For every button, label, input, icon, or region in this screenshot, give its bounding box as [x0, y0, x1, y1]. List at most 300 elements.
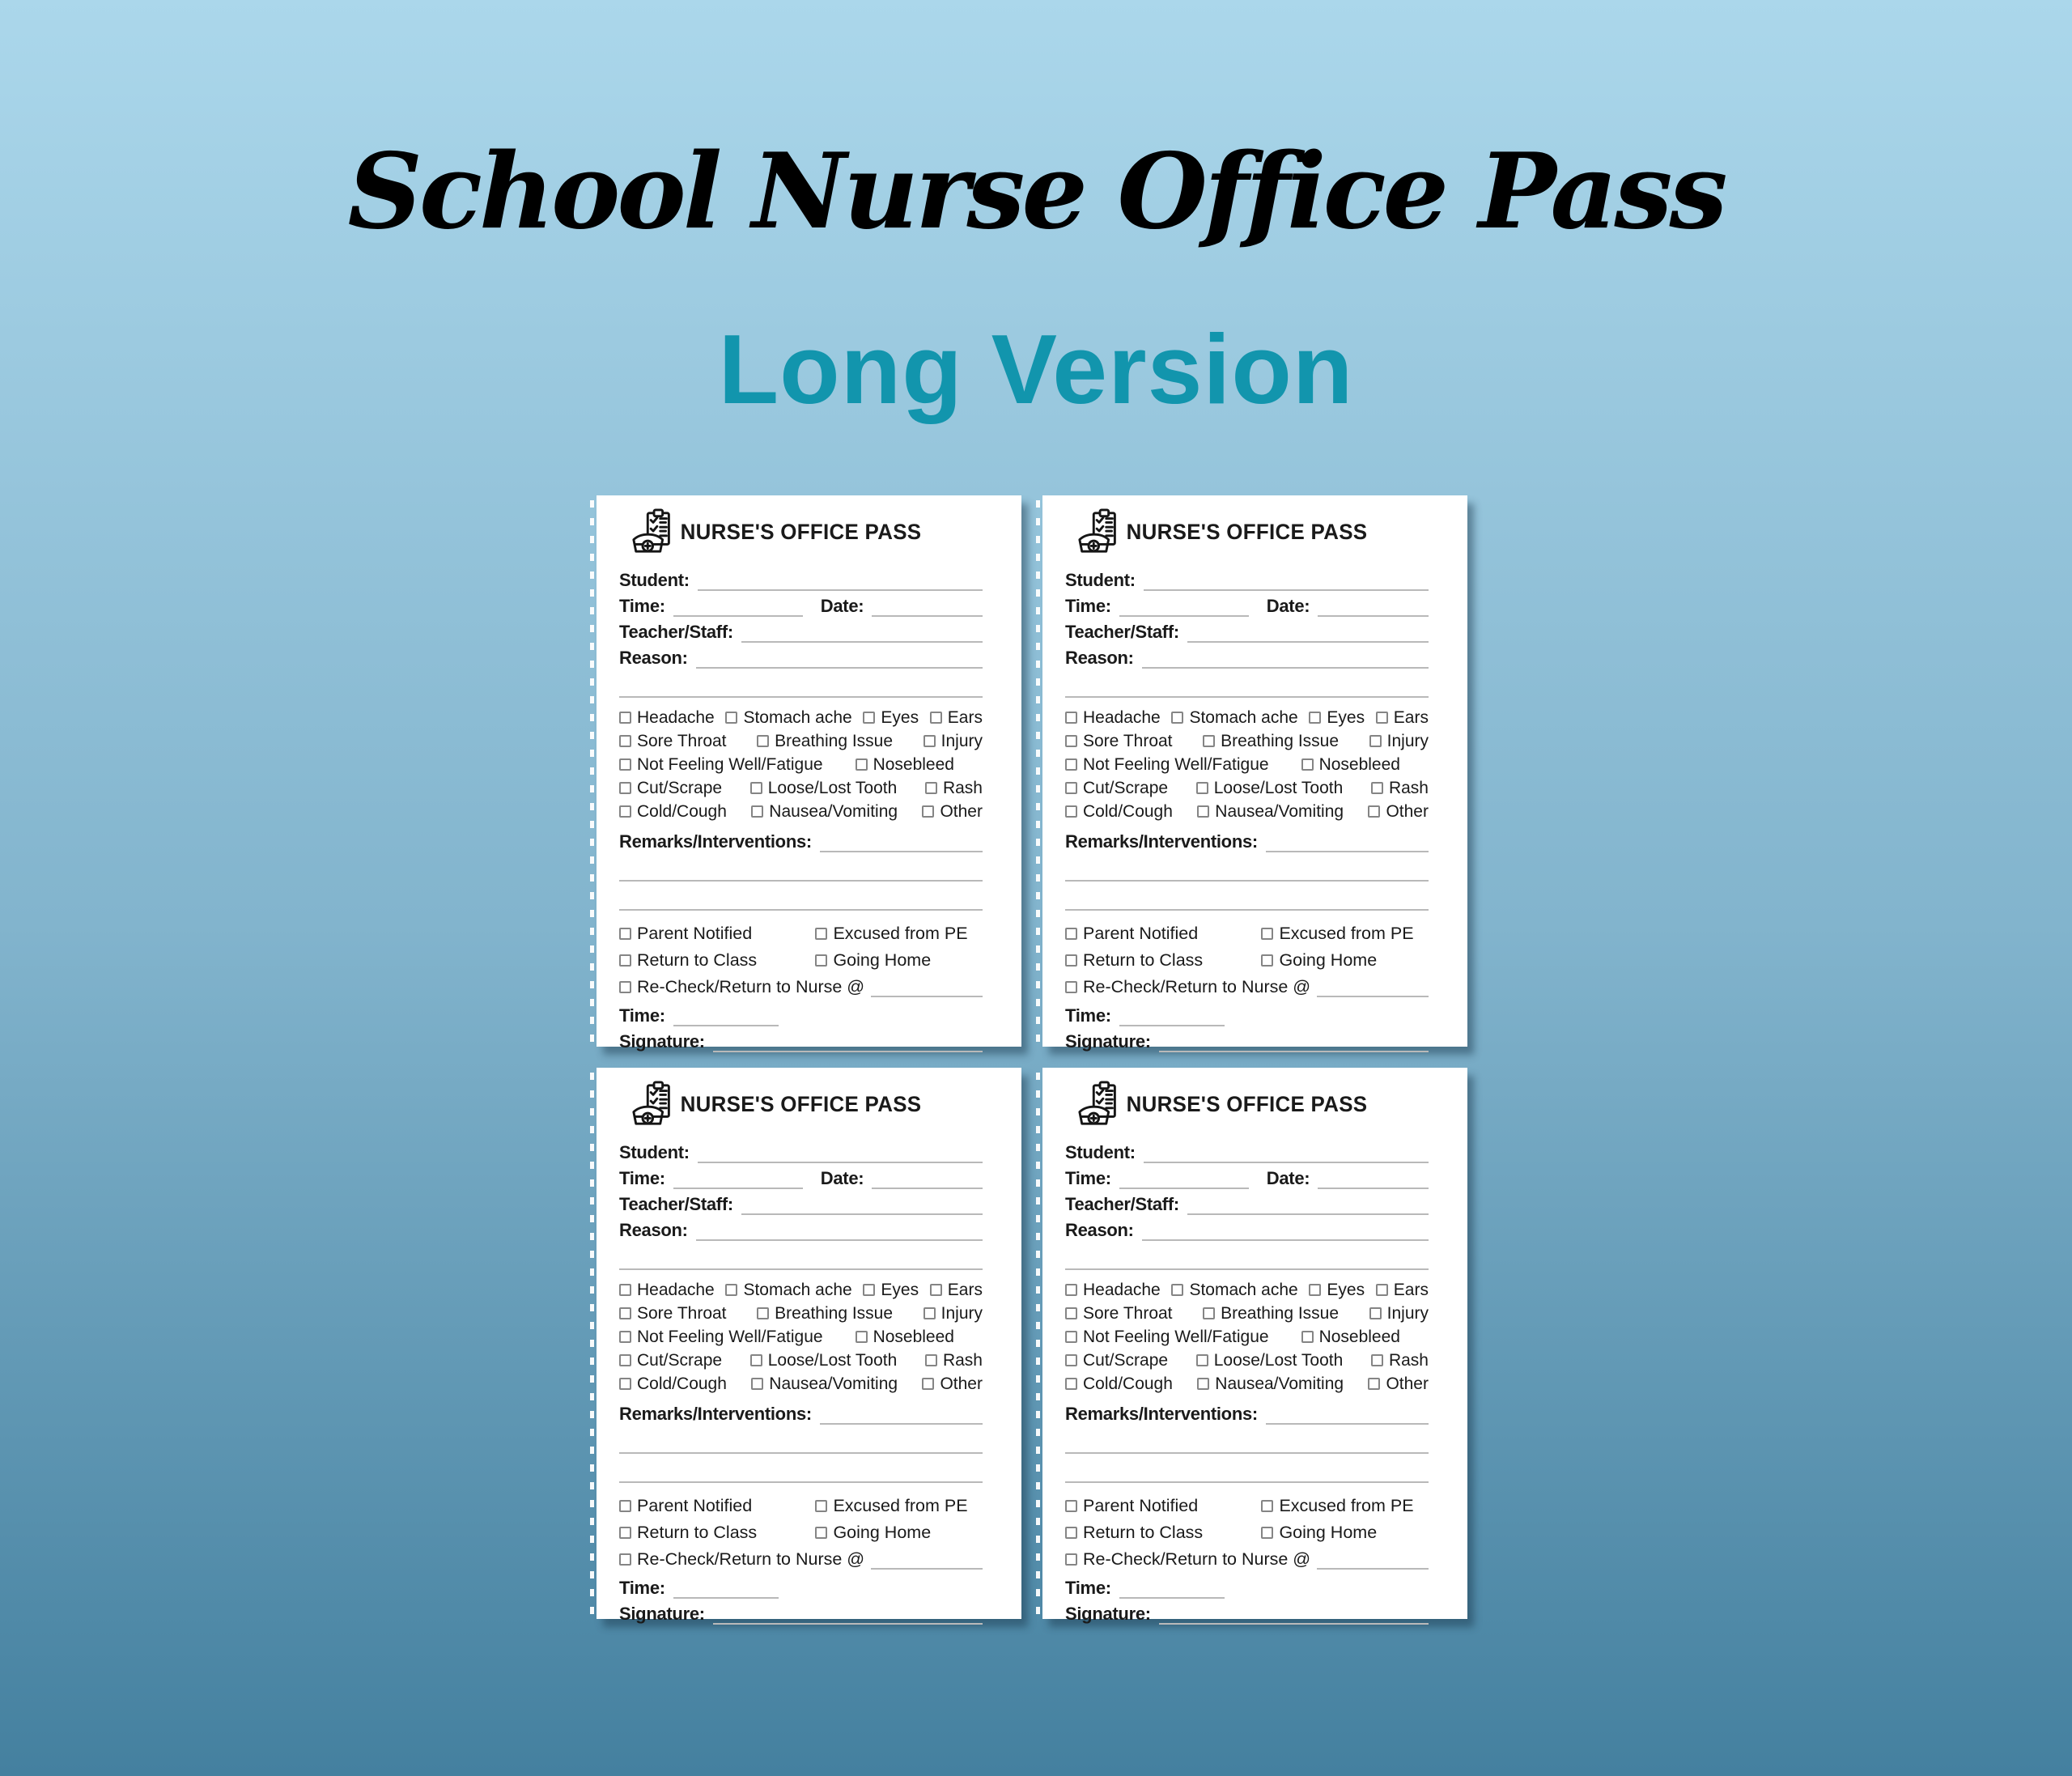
- symptom-row: [619, 1349, 983, 1372]
- recheck-time-input-line[interactable]: [1317, 1550, 1429, 1570]
- student-input-line[interactable]: [1144, 1162, 1429, 1163]
- outcome-label: Return to Class: [637, 950, 758, 970]
- date-label: Date:: [820, 596, 864, 616]
- signature-label: Signature:: [619, 1031, 705, 1052]
- time-out-label: Time:: [1065, 1005, 1111, 1026]
- symptom-label: Eyes: [1327, 707, 1365, 727]
- checkbox-parent-notified[interactable]: [619, 928, 631, 940]
- checkbox-loose-lost-tooth[interactable]: [1196, 1354, 1208, 1366]
- outcome-row: [619, 920, 983, 947]
- date-label: Date:: [820, 1168, 864, 1188]
- outcome-row: [619, 1493, 983, 1519]
- symptom-label: Not Feeling Well/Fatigue: [637, 754, 823, 774]
- symptom-label: Cut/Scrape: [1083, 778, 1169, 797]
- checkbox-cold-cough[interactable]: [619, 1378, 631, 1390]
- checkbox-headache[interactable]: [1065, 1284, 1077, 1296]
- symptom-label: Nausea/Vomiting: [769, 1374, 898, 1393]
- outcome-row: [1065, 920, 1429, 947]
- reason-input-line[interactable]: [696, 667, 983, 669]
- checkbox-rash[interactable]: [925, 782, 937, 794]
- checkbox-headache[interactable]: [619, 712, 631, 724]
- checkbox-other[interactable]: [1368, 1378, 1380, 1390]
- page-subtitle: Long Version: [718, 314, 1354, 424]
- outcome-checklist: [1065, 1493, 1429, 1573]
- date-label: Date:: [1266, 1168, 1310, 1188]
- card-title: NURSE'S OFFICE PASS: [680, 1092, 922, 1116]
- student-input-line[interactable]: [698, 1162, 983, 1163]
- reason-continuation-line[interactable]: [619, 669, 983, 698]
- outcome-row: [619, 947, 983, 974]
- pass-cards-grid: [597, 495, 1467, 1624]
- checkbox-recheck-return-to-nurse[interactable]: [1065, 1553, 1077, 1566]
- checkbox-cold-cough[interactable]: [1065, 1378, 1077, 1390]
- checkbox-return-to-class[interactable]: [619, 1527, 631, 1539]
- card-header: [619, 1077, 983, 1131]
- time-out-input-line[interactable]: [1119, 1597, 1225, 1599]
- outcome-label: Parent Notified: [637, 924, 753, 943]
- symptom-label: Other: [1386, 1374, 1429, 1393]
- time-input-line[interactable]: [673, 1188, 803, 1189]
- symptom-row: [1065, 729, 1429, 753]
- symptom-checklist: [619, 1278, 983, 1396]
- checkbox-going-home[interactable]: [815, 954, 827, 967]
- outcome-label: Return to Class: [1083, 950, 1204, 970]
- recheck-time-input-line[interactable]: [871, 978, 983, 997]
- symptom-label: Cut/Scrape: [1083, 1350, 1169, 1370]
- remarks-continuation-line-2[interactable]: [619, 882, 983, 911]
- symptom-label: Rash: [942, 778, 983, 797]
- symptom-label: Eyes: [881, 1280, 919, 1299]
- recheck-label: Re-Check/Return to Nurse @: [1083, 977, 1311, 996]
- recheck-row: [619, 1546, 983, 1573]
- outcome-label: Going Home: [1279, 950, 1378, 970]
- symptom-label: Stomach ache: [1189, 707, 1298, 727]
- symptom-label: Not Feeling Well/Fatigue: [1083, 1327, 1269, 1346]
- symptom-label: Cold/Cough: [1083, 1374, 1173, 1393]
- checkbox-parent-notified[interactable]: [1065, 1500, 1077, 1512]
- student-row: [619, 565, 983, 591]
- reason-label: Reason:: [619, 648, 688, 668]
- checkbox-not-feeling-well[interactable]: [619, 1331, 631, 1343]
- teacher-staff-label: Teacher/Staff:: [619, 622, 733, 642]
- symptom-label: Other: [940, 801, 983, 821]
- outcome-row: [1065, 1519, 1429, 1546]
- remarks-row: [619, 1399, 983, 1425]
- time-out-row: [619, 1573, 983, 1599]
- student-row: [619, 1137, 983, 1163]
- checkbox-injury[interactable]: [1369, 1307, 1382, 1319]
- checkbox-going-home[interactable]: [1261, 954, 1273, 967]
- card-title: NURSE'S OFFICE PASS: [1126, 520, 1368, 544]
- checkbox-not-feeling-well[interactable]: [1065, 758, 1077, 771]
- time-label: Time:: [619, 1168, 665, 1188]
- symptom-row: [619, 729, 983, 753]
- symptom-checklist: [1065, 706, 1429, 823]
- time-date-row: [1065, 591, 1429, 617]
- remarks-continuation-line-1[interactable]: [619, 852, 983, 882]
- nurse-pass-card: [1042, 1068, 1467, 1624]
- remarks-interventions-label: Remarks/Interventions:: [1065, 1404, 1258, 1424]
- reason-input-line[interactable]: [1142, 667, 1429, 669]
- teacher-row: [619, 617, 983, 643]
- remarks-row: [619, 826, 983, 852]
- checkbox-loose-lost-tooth[interactable]: [750, 1354, 762, 1366]
- checkbox-cut-scrape[interactable]: [619, 782, 631, 794]
- symptom-label: Sore Throat: [1083, 731, 1173, 750]
- checkbox-nosebleed[interactable]: [1301, 758, 1314, 771]
- checkbox-return-to-class[interactable]: [619, 954, 631, 967]
- remarks-interventions-label: Remarks/Interventions:: [1065, 831, 1258, 852]
- recheck-label: Re-Check/Return to Nurse @: [637, 1549, 865, 1569]
- symptom-label: Cold/Cough: [637, 801, 727, 821]
- date-input-line[interactable]: [872, 1188, 983, 1189]
- date-input-line[interactable]: [1318, 615, 1429, 617]
- checkbox-recheck-return-to-nurse[interactable]: [619, 981, 631, 993]
- teacher-staff-label: Teacher/Staff:: [1065, 622, 1179, 642]
- recheck-label: Re-Check/Return to Nurse @: [637, 977, 865, 996]
- outcome-label: Going Home: [833, 1523, 932, 1542]
- checkbox-return-to-class[interactable]: [1065, 1527, 1077, 1539]
- time-date-row: [619, 1163, 983, 1189]
- checkbox-stomach-ache[interactable]: [1171, 712, 1183, 724]
- checkbox-ears[interactable]: [930, 1284, 942, 1296]
- time-date-row: [1065, 1163, 1429, 1189]
- symptom-label: Cold/Cough: [1083, 801, 1173, 821]
- checkbox-ears[interactable]: [1376, 712, 1388, 724]
- symptom-label: Nausea/Vomiting: [769, 801, 898, 821]
- checkbox-nausea-vomiting[interactable]: [751, 805, 763, 818]
- checkbox-cut-scrape[interactable]: [619, 1354, 631, 1366]
- time-input-line[interactable]: [673, 615, 803, 617]
- symptom-label: Nosebleed: [873, 1327, 954, 1346]
- outcome-row: [1065, 1493, 1429, 1519]
- checkbox-stomach-ache[interactable]: [725, 712, 737, 724]
- time-out-input-line[interactable]: [673, 1597, 779, 1599]
- time-out-row: [1065, 1573, 1429, 1599]
- remarks-interventions-label: Remarks/Interventions:: [619, 831, 812, 852]
- remarks-continuation-line-1[interactable]: [1065, 852, 1429, 882]
- checkbox-sore-throat[interactable]: [619, 1307, 631, 1319]
- symptom-label: Ears: [1393, 707, 1429, 727]
- student-label: Student:: [1065, 570, 1136, 590]
- symptom-label: Headache: [637, 1280, 715, 1299]
- reason-label: Reason:: [1065, 1220, 1134, 1240]
- checkbox-cut-scrape[interactable]: [1065, 1354, 1077, 1366]
- checkbox-stomach-ache[interactable]: [725, 1284, 737, 1296]
- checkbox-breathing-issue[interactable]: [757, 735, 769, 747]
- outcome-checklist: [619, 920, 983, 1001]
- checkbox-excused-from-pe[interactable]: [1261, 1500, 1273, 1512]
- signature-input-line[interactable]: [1159, 1051, 1429, 1052]
- time-out-row: [619, 1001, 983, 1026]
- teacher-row: [1065, 1189, 1429, 1215]
- reason-label: Reason:: [1065, 648, 1134, 668]
- recheck-label: Re-Check/Return to Nurse @: [1083, 1549, 1311, 1569]
- checkbox-rash[interactable]: [1371, 1354, 1383, 1366]
- checkbox-parent-notified[interactable]: [1065, 928, 1077, 940]
- signature-row: [619, 1599, 983, 1625]
- outcome-label: Excused from PE: [1279, 1496, 1414, 1515]
- symptom-label: Loose/Lost Tooth: [767, 1350, 898, 1370]
- checkbox-eyes[interactable]: [863, 1284, 875, 1296]
- symptom-row: [619, 1278, 983, 1302]
- symptom-label: Ears: [947, 1280, 983, 1299]
- checkbox-loose-lost-tooth[interactable]: [750, 782, 762, 794]
- remarks-continuation-line-2[interactable]: [1065, 882, 1429, 911]
- recheck-time-input-line[interactable]: [1317, 978, 1429, 997]
- checkbox-sore-throat[interactable]: [619, 735, 631, 747]
- symptom-label: Rash: [1388, 778, 1429, 797]
- symptom-label: Headache: [637, 707, 715, 727]
- time-out-label: Time:: [619, 1005, 665, 1026]
- symptom-label: Injury: [1386, 731, 1429, 750]
- checkbox-other[interactable]: [1368, 805, 1380, 818]
- teacher-staff-input-line[interactable]: [1187, 641, 1429, 643]
- time-out-label: Time:: [619, 1578, 665, 1598]
- symptom-label: Cut/Scrape: [637, 778, 723, 797]
- checkbox-nausea-vomiting[interactable]: [1197, 1378, 1209, 1390]
- checkbox-recheck-return-to-nurse[interactable]: [619, 1553, 631, 1566]
- reason-row: [1065, 1215, 1429, 1241]
- time-label: Time:: [1065, 596, 1111, 616]
- card-header: [619, 505, 983, 559]
- checkbox-not-feeling-well[interactable]: [1065, 1331, 1077, 1343]
- student-label: Student:: [619, 1142, 690, 1162]
- symptom-label: Breathing Issue: [1221, 1303, 1340, 1323]
- symptom-label: Stomach ache: [743, 707, 852, 727]
- checkbox-rash[interactable]: [1371, 782, 1383, 794]
- checkbox-eyes[interactable]: [1309, 1284, 1321, 1296]
- checkbox-headache[interactable]: [619, 1284, 631, 1296]
- outcome-label: Excused from PE: [833, 1496, 968, 1515]
- checkbox-excused-from-pe[interactable]: [815, 1500, 827, 1512]
- checkbox-other[interactable]: [922, 805, 934, 818]
- time-out-input-line[interactable]: [673, 1025, 779, 1026]
- date-input-line[interactable]: [872, 615, 983, 617]
- symptom-label: Not Feeling Well/Fatigue: [1083, 754, 1269, 774]
- checkbox-breathing-issue[interactable]: [757, 1307, 769, 1319]
- reason-continuation-line[interactable]: [619, 1241, 983, 1270]
- signature-input-line[interactable]: [713, 1051, 983, 1052]
- outcome-checklist: [619, 1493, 983, 1573]
- student-label: Student:: [619, 570, 690, 590]
- reason-continuation-line[interactable]: [1065, 669, 1429, 698]
- checkbox-going-home[interactable]: [1261, 1527, 1273, 1539]
- time-out-input-line[interactable]: [1119, 1025, 1225, 1026]
- symptom-row: [1065, 1349, 1429, 1372]
- checkbox-return-to-class[interactable]: [1065, 954, 1077, 967]
- symptom-label: Ears: [1393, 1280, 1429, 1299]
- outcome-label: Excused from PE: [833, 924, 968, 943]
- signature-row: [619, 1026, 983, 1052]
- symptom-label: Breathing Issue: [775, 1303, 894, 1323]
- symptom-label: Sore Throat: [1083, 1303, 1173, 1323]
- checkbox-eyes[interactable]: [863, 712, 875, 724]
- symptom-label: Nosebleed: [1318, 754, 1400, 774]
- card-header: [1065, 1077, 1429, 1131]
- symptom-label: Injury: [940, 1303, 983, 1323]
- symptom-label: Cut/Scrape: [637, 1350, 723, 1370]
- reason-label: Reason:: [619, 1220, 688, 1240]
- symptom-label: Rash: [1388, 1350, 1429, 1370]
- teacher-staff-input-line[interactable]: [741, 641, 983, 643]
- symptom-checklist: [619, 706, 983, 823]
- checkbox-rash[interactable]: [925, 1354, 937, 1366]
- checkbox-nosebleed[interactable]: [856, 758, 868, 771]
- checkbox-stomach-ache[interactable]: [1171, 1284, 1183, 1296]
- nurse-pass-card: [597, 495, 1021, 1052]
- symptom-label: Eyes: [1327, 1280, 1365, 1299]
- reason-row: [619, 643, 983, 669]
- date-label: Date:: [1266, 596, 1310, 616]
- teacher-staff-input-line[interactable]: [1187, 1213, 1429, 1215]
- outcome-label: Parent Notified: [1083, 1496, 1199, 1515]
- checkbox-injury[interactable]: [923, 735, 936, 747]
- symptom-label: Nosebleed: [1318, 1327, 1400, 1346]
- teacher-staff-label: Teacher/Staff:: [1065, 1194, 1179, 1214]
- checkbox-nausea-vomiting[interactable]: [1197, 805, 1209, 818]
- symptom-label: Not Feeling Well/Fatigue: [637, 1327, 823, 1346]
- reason-row: [619, 1215, 983, 1241]
- checkbox-injury[interactable]: [1369, 735, 1382, 747]
- checkbox-ears[interactable]: [930, 712, 942, 724]
- symptom-row: [1065, 1372, 1429, 1396]
- reason-input-line[interactable]: [1142, 1239, 1429, 1241]
- recheck-row: [1065, 974, 1429, 1001]
- symptom-checklist: [1065, 1278, 1429, 1396]
- student-row: [1065, 565, 1429, 591]
- symptom-label: Rash: [942, 1350, 983, 1370]
- time-out-row: [1065, 1001, 1429, 1026]
- checkbox-breathing-issue[interactable]: [1203, 1307, 1215, 1319]
- time-input-line[interactable]: [1119, 1188, 1249, 1189]
- symptom-label: Loose/Lost Tooth: [1213, 1350, 1344, 1370]
- remarks-input-line[interactable]: [1266, 851, 1429, 852]
- checkbox-eyes[interactable]: [1309, 712, 1321, 724]
- signature-input-line[interactable]: [713, 1623, 983, 1625]
- signature-input-line[interactable]: [1159, 1623, 1429, 1625]
- symptom-label: Other: [940, 1374, 983, 1393]
- checkbox-loose-lost-tooth[interactable]: [1196, 782, 1208, 794]
- outcome-label: Excused from PE: [1279, 924, 1414, 943]
- symptom-label: Nausea/Vomiting: [1215, 801, 1344, 821]
- symptom-row: [1065, 753, 1429, 776]
- checkbox-cold-cough[interactable]: [1065, 805, 1077, 818]
- signature-row: [1065, 1026, 1429, 1052]
- checkbox-sore-throat[interactable]: [1065, 1307, 1077, 1319]
- time-label: Time:: [619, 596, 665, 616]
- outcome-row: [619, 1519, 983, 1546]
- checkbox-ears[interactable]: [1376, 1284, 1388, 1296]
- symptom-row: [1065, 1325, 1429, 1349]
- symptom-label: Other: [1386, 801, 1429, 821]
- symptom-row: [619, 1302, 983, 1325]
- symptom-label: Breathing Issue: [1221, 731, 1340, 750]
- symptom-row: [619, 800, 983, 823]
- remarks-continuation-line-2[interactable]: [619, 1454, 983, 1483]
- symptom-row: [1065, 1302, 1429, 1325]
- date-input-line[interactable]: [1318, 1188, 1429, 1189]
- checkbox-nosebleed[interactable]: [856, 1331, 868, 1343]
- checkbox-excused-from-pe[interactable]: [1261, 928, 1273, 940]
- reason-row: [1065, 643, 1429, 669]
- checkbox-nausea-vomiting[interactable]: [751, 1378, 763, 1390]
- outcome-label: Parent Notified: [637, 1496, 753, 1515]
- teacher-staff-input-line[interactable]: [741, 1213, 983, 1215]
- symptom-row: [619, 1325, 983, 1349]
- symptom-label: Sore Throat: [637, 731, 727, 750]
- symptom-label: Injury: [940, 731, 983, 750]
- checkbox-injury[interactable]: [923, 1307, 936, 1319]
- symptom-label: Headache: [1083, 707, 1161, 727]
- student-input-line[interactable]: [698, 589, 983, 591]
- outcome-row: [1065, 947, 1429, 974]
- checkbox-cut-scrape[interactable]: [1065, 782, 1077, 794]
- checkbox-nosebleed[interactable]: [1301, 1331, 1314, 1343]
- remarks-row: [1065, 1399, 1429, 1425]
- student-row: [1065, 1137, 1429, 1163]
- remarks-continuation-line-1[interactable]: [619, 1425, 983, 1454]
- teacher-row: [1065, 617, 1429, 643]
- outcome-label: Going Home: [1279, 1523, 1378, 1542]
- symptom-label: Ears: [947, 707, 983, 727]
- outcome-label: Return to Class: [637, 1523, 758, 1542]
- remarks-continuation-line-2[interactable]: [1065, 1454, 1429, 1483]
- symptom-row: [1065, 776, 1429, 800]
- page-title: School Nurse Office Pass: [347, 131, 1725, 253]
- symptom-label: Nausea/Vomiting: [1215, 1374, 1344, 1393]
- reason-input-line[interactable]: [696, 1239, 983, 1241]
- symptom-label: Loose/Lost Tooth: [1213, 778, 1344, 797]
- remarks-input-line[interactable]: [820, 1423, 983, 1425]
- checkbox-going-home[interactable]: [815, 1527, 827, 1539]
- symptom-label: Stomach ache: [743, 1280, 852, 1299]
- teacher-staff-label: Teacher/Staff:: [619, 1194, 733, 1214]
- card-title: NURSE'S OFFICE PASS: [1126, 1092, 1368, 1116]
- checkbox-other[interactable]: [922, 1378, 934, 1390]
- symptom-label: Loose/Lost Tooth: [767, 778, 898, 797]
- checkbox-headache[interactable]: [1065, 712, 1077, 724]
- time-date-row: [619, 591, 983, 617]
- time-input-line[interactable]: [1119, 615, 1249, 617]
- card-header: [1065, 505, 1429, 559]
- outcome-label: Return to Class: [1083, 1523, 1204, 1542]
- remarks-continuation-line-1[interactable]: [1065, 1425, 1429, 1454]
- symptom-label: Stomach ache: [1189, 1280, 1298, 1299]
- checkbox-cold-cough[interactable]: [619, 805, 631, 818]
- teacher-row: [619, 1189, 983, 1215]
- checkbox-excused-from-pe[interactable]: [815, 928, 827, 940]
- symptom-row: [619, 1372, 983, 1396]
- symptom-label: Nosebleed: [873, 754, 954, 774]
- reason-continuation-line[interactable]: [1065, 1241, 1429, 1270]
- checkbox-sore-throat[interactable]: [1065, 735, 1077, 747]
- symptom-label: Eyes: [881, 707, 919, 727]
- remarks-input-line[interactable]: [1266, 1423, 1429, 1425]
- checkbox-breathing-issue[interactable]: [1203, 735, 1215, 747]
- checkbox-parent-notified[interactable]: [619, 1500, 631, 1512]
- symptom-label: Headache: [1083, 1280, 1161, 1299]
- checkbox-not-feeling-well[interactable]: [619, 758, 631, 771]
- checkbox-recheck-return-to-nurse[interactable]: [1065, 981, 1077, 993]
- recheck-time-input-line[interactable]: [871, 1550, 983, 1570]
- remarks-input-line[interactable]: [820, 851, 983, 852]
- signature-label: Signature:: [1065, 1031, 1151, 1052]
- time-out-label: Time:: [1065, 1578, 1111, 1598]
- symptom-row: [1065, 1278, 1429, 1302]
- nurse-pass-card: [597, 1068, 1021, 1624]
- student-input-line[interactable]: [1144, 589, 1429, 591]
